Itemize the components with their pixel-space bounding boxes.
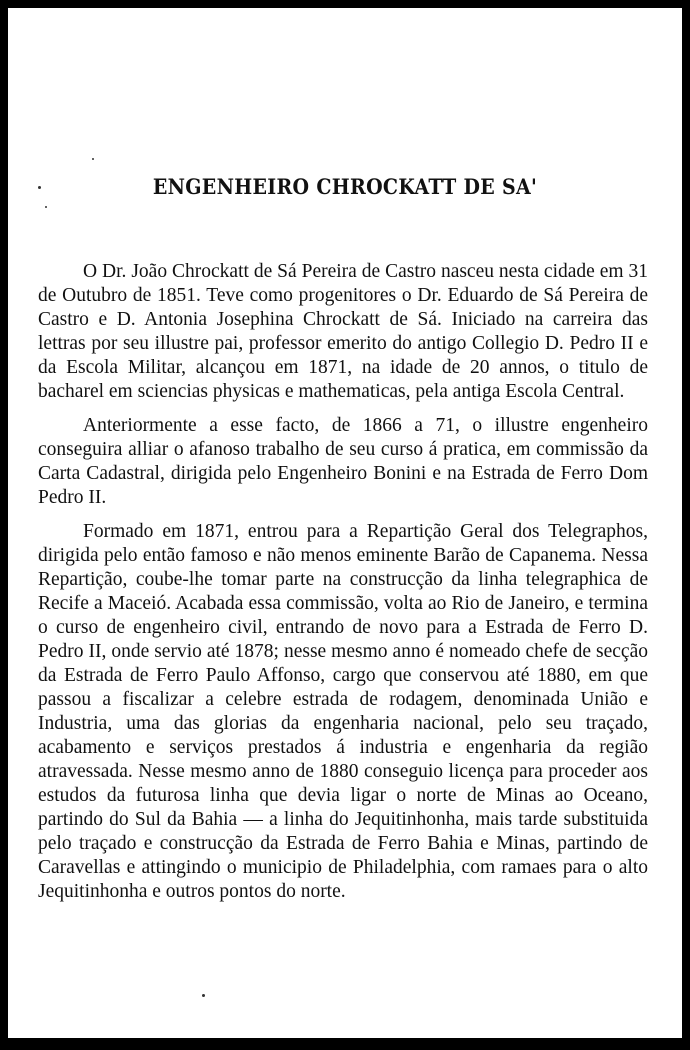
- ink-speck: [202, 994, 205, 997]
- article-title: ENGENHEIRO CHROCKATT DE SA': [152, 174, 538, 200]
- paragraph: O Dr. João Chrockatt de Sá Pereira de Castro nasceu nesta cidade em 31 de Outubro de 1851. Teve como progenitores o Dr. Eduardo de Sá Pereira de Castro e D. Antonia Josephina Chrockatt de Sá. Iniciado na carreira das lettras por seu illustre pai, professor emerito do antigo Collegio D. Pedro II e da Escola Militar, alcançou em 1871, na idade de 20 annos, o titulo de bacharel em sciencias physicas e mathematicas, pela antiga Escola Central.: [38, 261, 648, 402]
- paragraph: Formado em 1871, entrou para a Repartição Geral dos Telegraphos, dirigida pelo então famoso e não menos eminente Barão de Capanema. Nessa Repartição, coube-lhe tomar parte na construcção da linha telegraphica de Recife a Maceió. Acabada essa commissão, volta ao Rio de Janeiro, e termina o curso de engenheiro civil, entrando de novo para a Estrada de Ferro D. Pedro II, onde servio até 1878; nesse mesmo anno é nomeado chefe de secção da Estrada de Ferro Paulo Affonso, cargo que conservou até 1880, em que passou a fiscalizar a celebre estrada de rodagem, denominada União e Industria, uma das glorias da engenharia nacional, pelo seu traçado, acabamento e serviços prestados á industria e engenharia da região atravessada. Nesse mesmo anno de 1880 conseguio licença para proceder aos estudos da futurosa linha que devia ligar o norte de Minas ao Oceano, partindo do Sul da Bahia — a linha do Jequitinhonha, mais tarde substituida pelo traçado e construcção da Estrada de Ferro Bahia e Minas, partindo de Caravellas e attingindo o municipio de Philadelphia, com ramaes para o alto Jequitinhonha e outros pontos do norte.: [38, 521, 648, 902]
- ink-speck: [92, 158, 94, 160]
- page: [8, 8, 682, 1038]
- ink-speck: [45, 206, 47, 208]
- article-body: [38, 260, 648, 914]
- paragraph: Anteriormente a esse facto, de 1866 a 71, o illustre engenheiro conseguira alliar o afanoso trabalho de seu curso á pratica, em commissão da Carta Cadastral, dirigida pelo Engenheiro Bonini e na Estrada de Ferro Dom Pedro II.: [38, 415, 648, 508]
